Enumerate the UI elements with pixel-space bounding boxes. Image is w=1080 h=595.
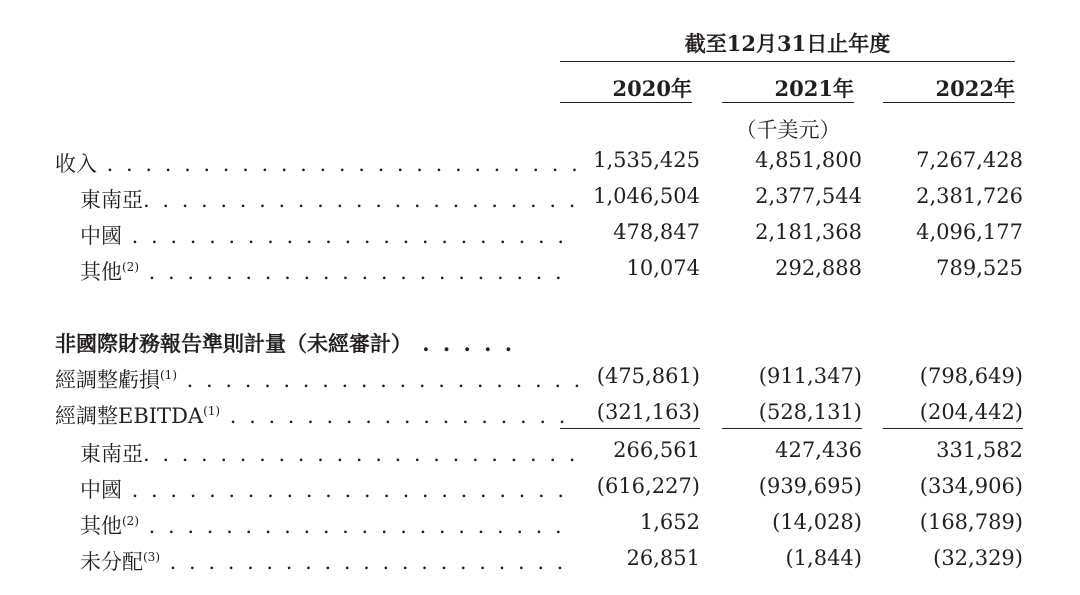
- row-label: [80, 474, 567, 504]
- leader-dots: . . . . . . . . . . . . . . . . . . . . . . .: [122, 224, 568, 248]
- footnote-marker: (1): [160, 368, 177, 382]
- table-cell-2020: 266,561: [613, 438, 700, 462]
- table-cell-2021: (939,695): [758, 474, 862, 498]
- footnote-marker: (1): [203, 404, 221, 418]
- year-rule-2022: [883, 102, 1015, 103]
- table-cell-2021: (911,347): [758, 364, 862, 388]
- table-cell-2021: (528,131): [758, 400, 862, 424]
- table-cell-2022: (334,906): [919, 474, 1023, 498]
- table-cell-2021: 292,888: [775, 256, 862, 280]
- year-header-2022: 2022年: [935, 76, 1015, 101]
- table-cell-2020: 1,046,504: [593, 184, 700, 208]
- leader-dots: . . . . .: [412, 331, 516, 356]
- row-label: [80, 256, 565, 286]
- row-label: [55, 400, 568, 430]
- row-label-text: 其他: [80, 260, 122, 284]
- leader-dots: . . . . . . . . . . . . . . . . . . . . . .: [139, 514, 565, 538]
- footnote-marker: (2): [122, 260, 139, 274]
- table-cell-2020: 10,074: [626, 256, 700, 280]
- row-label-text: 經調整虧損: [55, 368, 160, 392]
- row-label-text: 中國: [80, 478, 122, 502]
- row-label-text: 非國際財務報告準則計量（未經審計）: [55, 331, 412, 356]
- footnote-marker: (2): [122, 514, 139, 528]
- row-label-text: 中國: [80, 224, 122, 248]
- table-cell-2020: (321,163): [596, 400, 700, 424]
- table-cell-2020: 1,535,425: [593, 148, 700, 172]
- row-label: [80, 220, 567, 250]
- table-cell-2021: (14,028): [772, 510, 862, 534]
- row-label-text: 未分配: [80, 550, 143, 574]
- year-header-2020: 2020年: [612, 76, 692, 101]
- table-cell-2022: 7,267,428: [916, 148, 1023, 172]
- table-cell-2021: 2,181,368: [755, 220, 862, 244]
- unit-label: （千美元）: [735, 118, 841, 142]
- row-label: [80, 438, 578, 468]
- subtotal-rule-2022: [883, 428, 1023, 429]
- table-cell-2021: 4,851,800: [755, 148, 862, 172]
- leader-dots: . . . . . . . . . . . . . . . . . . . . . . . . .: [97, 152, 581, 176]
- row-label-text: 其他: [80, 514, 122, 538]
- row-label: [55, 148, 581, 178]
- table-cell-2022: (798,649): [919, 364, 1023, 388]
- table-group-header: 截至12月31日止年度: [684, 31, 891, 56]
- year-rule-2021: [722, 102, 854, 103]
- row-label: [55, 328, 515, 358]
- table-cell-2022: 4,096,177: [916, 220, 1023, 244]
- year-rule-2020: [560, 102, 692, 103]
- table-cell-2022: (168,789): [919, 510, 1023, 534]
- table-cell-2021: (1,844): [785, 546, 862, 570]
- table-cell-2020: 478,847: [613, 220, 700, 244]
- leader-dots: . . . . . . . . . . . . . . . . . . . . . . .: [122, 478, 568, 502]
- leader-dots: . . . . . . . . . . . . . . . . . . . . . . .: [143, 442, 579, 466]
- table-cell-2022: (32,329): [933, 546, 1023, 570]
- row-label: [80, 184, 578, 214]
- header-rule: [560, 61, 1015, 62]
- row-label-text: 東南亞: [80, 442, 143, 466]
- row-label: [80, 510, 565, 540]
- footnote-marker: (3): [143, 550, 160, 564]
- table-cell-2020: (616,227): [596, 474, 700, 498]
- row-label-text: 經調整EBITDA: [55, 404, 204, 428]
- row-label-text: 東南亞: [80, 188, 143, 212]
- row-label: [55, 364, 583, 394]
- leader-dots: . . . . . . . . . . . . . . . . . . . . .: [160, 550, 567, 574]
- row-label: [80, 546, 566, 576]
- year-header-2021: 2021年: [774, 76, 854, 101]
- table-cell-2022: 2,381,726: [916, 184, 1023, 208]
- leader-dots: . . . . . . . . . . . . . . . . . . . . . .: [139, 260, 565, 284]
- table-cell-2020: 1,652: [639, 510, 700, 534]
- leader-dots: . . . . . . . . . . . . . . . . . . . . .: [177, 368, 584, 392]
- table-cell-2020: (475,861): [596, 364, 700, 388]
- leader-dots: . . . . . . . . . . . . . . . . . . . . . . .: [143, 188, 579, 212]
- subtotal-rule-2020: [560, 428, 700, 429]
- leader-dots: . . . . . . . . . . . . . . . . . .: [220, 404, 569, 428]
- table-cell-2022: 331,582: [936, 438, 1023, 462]
- table-cell-2021: 2,377,544: [755, 184, 862, 208]
- row-label-text: 收入: [55, 152, 97, 176]
- table-cell-2020: 26,851: [626, 546, 700, 570]
- table-cell-2021: 427,436: [775, 438, 862, 462]
- subtotal-rule-2021: [722, 428, 862, 429]
- table-cell-2022: 789,525: [936, 256, 1023, 280]
- table-cell-2022: (204,442): [919, 400, 1023, 424]
